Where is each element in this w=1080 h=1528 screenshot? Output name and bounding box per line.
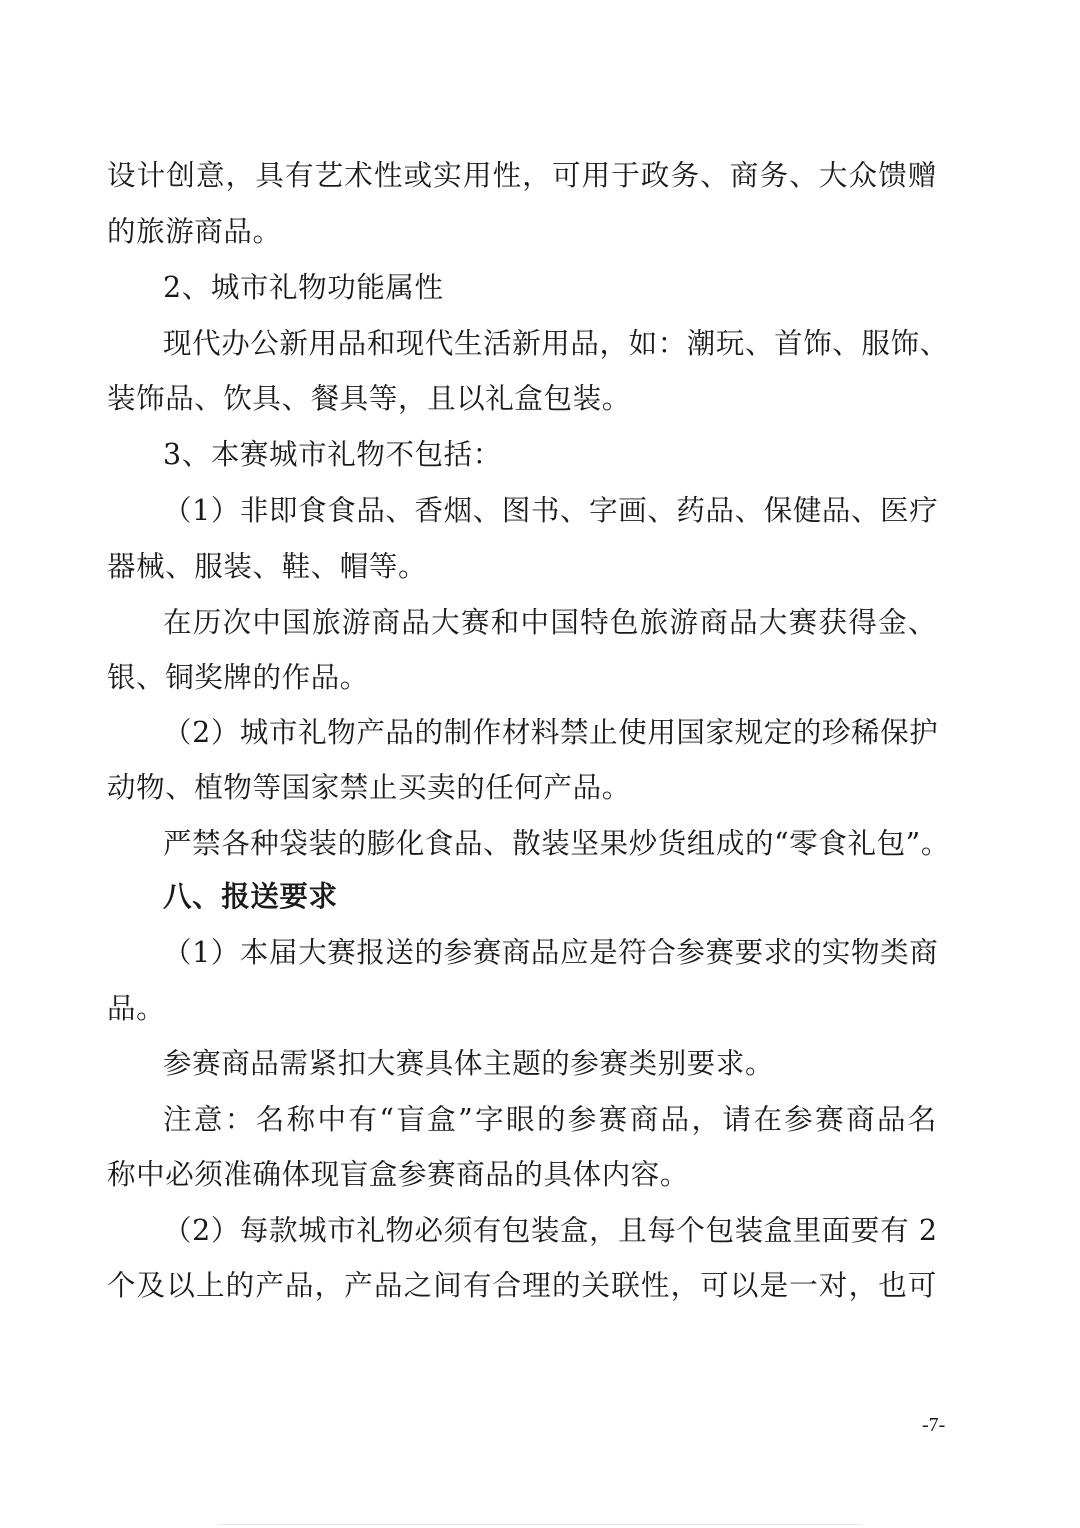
body-text-line: 的旅游商品。 [107, 215, 282, 248]
section-subheading: 2、城市礼物功能属性 [163, 271, 444, 304]
section-heading: 八、报送要求 [163, 880, 338, 913]
bottom-divider [220, 1524, 860, 1525]
body-text-line: （1）本届大赛报送的参赛商品应是符合参赛要求的实物类商 [163, 936, 939, 969]
body-text-line: 称中必须准确体现盲盒参赛商品的具体内容。 [107, 1158, 690, 1191]
body-text-line: 现代办公新用品和现代生活新用品，如：潮玩、首饰、服饰、 [163, 327, 949, 360]
page-number: -7- [922, 1414, 946, 1436]
body-text-line: 参赛商品需紧扣大赛具体主题的参赛类别要求。 [163, 1047, 775, 1080]
body-text-line: 银、铜奖牌的作品。 [107, 661, 369, 694]
body-text-line: 动物、植物等国家禁止买卖的任何产品。 [107, 771, 631, 804]
body-text-line: 设计创意，具有艺术性或实用性，可用于政务、商务、大众馈赠 [107, 159, 937, 192]
body-text-line: 个及以上的产品，产品之间有合理的关联性，可以是一对，也可 [107, 1269, 937, 1302]
section-subheading: 3、本赛城市礼物不包括： [163, 438, 502, 471]
body-text-line: （2）城市礼物产品的制作材料禁止使用国家规定的珍稀保护 [163, 716, 939, 749]
body-text-line: （1）非即食食品、香烟、图书、字画、药品、保健品、医疗 [163, 494, 939, 527]
body-text-line: 注意：名称中有“盲盒”字眼的参赛商品，请在参赛商品名 [163, 1103, 937, 1136]
body-text-line: 器械、服装、鞋、帽等。 [107, 550, 428, 583]
body-text-line: 品。 [107, 992, 166, 1025]
body-text-line: 装饰品、饮具、餐具等，且以礼盒包装。 [107, 382, 631, 415]
body-text-line: （2）每款城市礼物必须有包装盒，且每个包装盒里面要有 2 [163, 1214, 938, 1247]
body-text-line: 严禁各种袋装的膨化食品、散装坚果炒货组成的“零食礼包”。 [163, 827, 950, 860]
body-text-line: 在历次中国旅游商品大赛和中国特色旅游商品大赛获得金、 [163, 606, 937, 639]
